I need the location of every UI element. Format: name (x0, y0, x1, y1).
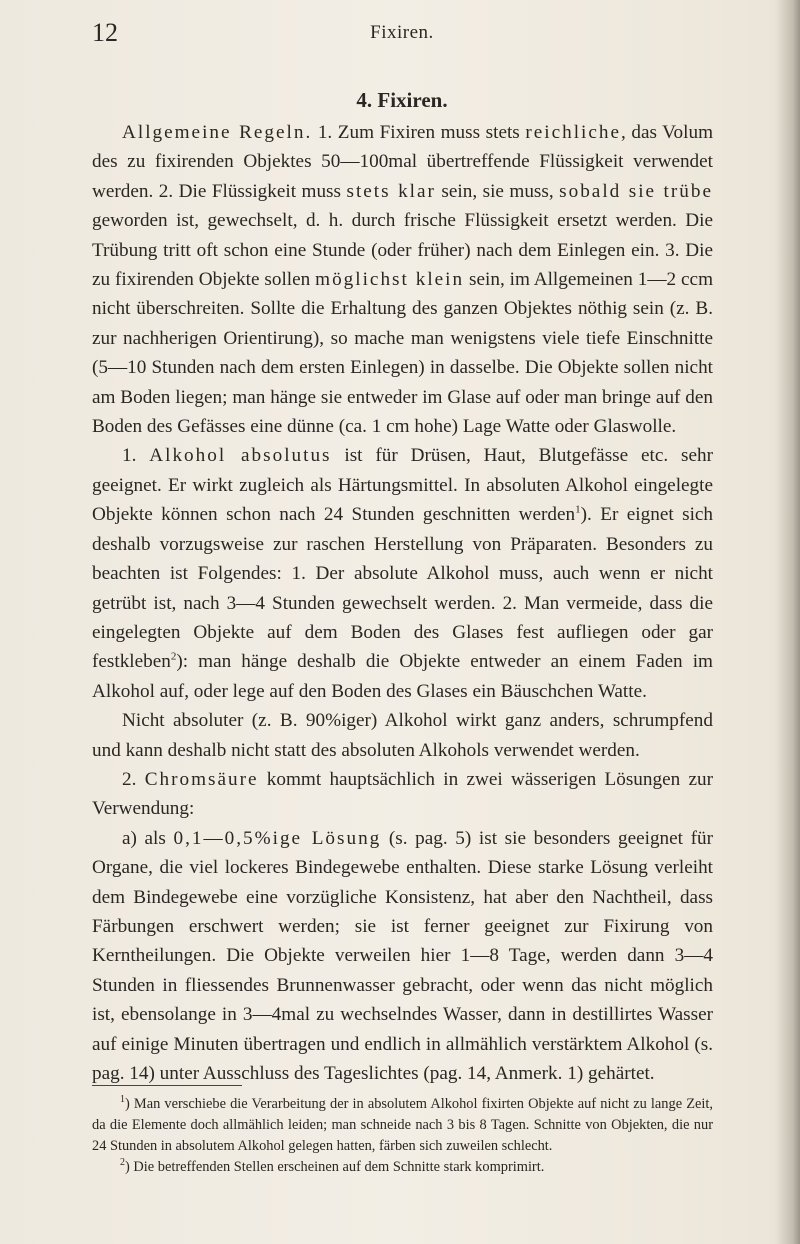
paragraph-chromsaeure: 2. Chromsäure kommt hauptsächlich in zwei wässerigen Lösungen zur Verwendung: (92, 768, 713, 820)
footnote-1: $^1$) Man verschiebe die Verarbeitung der in absolutem Alkohol fixirten Objekte auf nicht zu lange Zeit, da die Elemente doch allmählich leiden; man schneide nach 3 bis 8 Tagen. Schnitte von Objekten, die nur 24 Stunden in absolutem Alkohol gelegen hatten, färben sich zuweilen schlecht. (92, 1094, 713, 1154)
running-title: Fixiren. (370, 22, 434, 43)
emphasis: reichliche (525, 122, 621, 143)
paragraph-nicht-absoluter: Nicht absoluter (z. B. 90%iger) Alkohol wirkt ganz anders, schrumpfend und kann deshalb nicht statt des absoluten Alkohols verwendet werden. (92, 710, 713, 761)
body-text (92, 118, 713, 1088)
footnote-2: $^2$) Die betreffenden Stellen erscheinen auf dem Schnitte stark komprimirt. (120, 1157, 545, 1175)
section-heading: 4. Fixiren. (356, 88, 448, 112)
emphasis: 0,1—0,5%ige Lösung (173, 827, 382, 849)
emphasis: möglichst klein (315, 269, 465, 291)
running-head (92, 18, 712, 48)
footnote-mark: 1 (120, 1094, 125, 1106)
emphasis: sobald sie trübe (559, 180, 713, 202)
paragraph-general-rules: Allgemeine Regeln. 1. Zum Fixiren muss stets reichliche, das Volum des zu fixirenden Objektes 50—100mal übertreffende Flüssigkeit verwendet werden. 2. Die Flüssigkeit muss stets klar sein, sie muss, sobald sie trübe geworden ist, gewechselt, d. h. durch frische Flüssigkeit ersetzt werden. Die Trübung tritt oft schon eine Stunde (oder früher) nach dem Einlegen ein. 3. Die zu fixirenden Objekte sollen möglichst klein sein, im Allgemeinen 1—2 ccm nicht überschreiten. Sollte die Erhaltung des ganzen Objektes nöthig sein (z. B. zur nachherigen Orientirung), so mache man wenigstens viele tiefe Einschnitte (5—10 Stunden nach dem ersten Einlegen) in dasselbe. Die Objekte sollen nicht am Boden liegen; man hänge sie entweder im Glase auf oder man bringe auf den Boden des Gefässes eine dünne (ca. 1 cm hohe) Lage Watte oder Glaswolle. (92, 122, 713, 438)
emphasis: stets klar (346, 180, 436, 202)
page-number: 12 (92, 18, 118, 47)
emphasis: Alkohol absolutus (149, 445, 332, 467)
footnote-divider (92, 1085, 242, 1086)
page-edge-shadow (776, 0, 800, 1244)
footnote-reference: 2 (170, 650, 177, 663)
footnote-mark: 2 (120, 1157, 125, 1169)
footnotes (92, 1094, 713, 1178)
paragraph-loesung: a) als 0,1—0,5%ige Lösung (s. pag. 5) ist sie besonders geeignet für Organe, die viel lockeres Bindegewebe enthalten. Diese starke Lösung verleiht dem Bindegewebe eine vorzügliche Konsistenz, hat aber den Nachtheil, dass Färbungen erschwert werden; sie ist ferner geeignet zur Fixirung von Kerntheilungen. Die Objekte verweilen hier 1—8 Tage, werden dann 3—4 Stunden in fliessendes Brunnenwasser gebracht, oder wenn das nicht möglich ist, ebensolange in 3—4mal zu wechselndes Wasser, dann in destillirtes Wasser auf einige Minuten übertragen und endlich in allmählich verstärktem Alkohol (s. pag. 14) unter Ausschluss des Tageslichtes (pag. 14, Anmerk. 1) gehärtet. (92, 827, 713, 1084)
footnote-reference: 1 (575, 503, 581, 516)
paragraph-alkohol-absolutus: 1. Alkohol absolutus ist für Drüsen, Haut, Blutgefässe etc. sehr geeignet. Er wirkt zugleich als Härtungsmittel. In absoluten Alkohol eingelegte Objekte können schon nach 24 Stunden geschnitten werden$^1$). Er eignet sich deshalb vorzugsweise zur raschen Herstellung von Präparaten. Besonders zu beachten ist Folgendes: 1. Der absolute Alkohol muss, auch wenn er nicht getrübt ist, nach 3—4 Stunden gewechselt werden. 2. Man vermeide, dass die eingelegten Objekte auf dem Boden des Glases fest aufliegen oder gar festkleben$^2$): man hänge deshalb die Objekte entweder an einem Faden im Alkohol auf, oder lege auf den Boden des Glases ein Bäuschchen Watte. (92, 445, 714, 702)
emphasis: Chromsäure (144, 768, 259, 790)
run-in-heading: Allgemeine Regeln. (122, 122, 313, 143)
